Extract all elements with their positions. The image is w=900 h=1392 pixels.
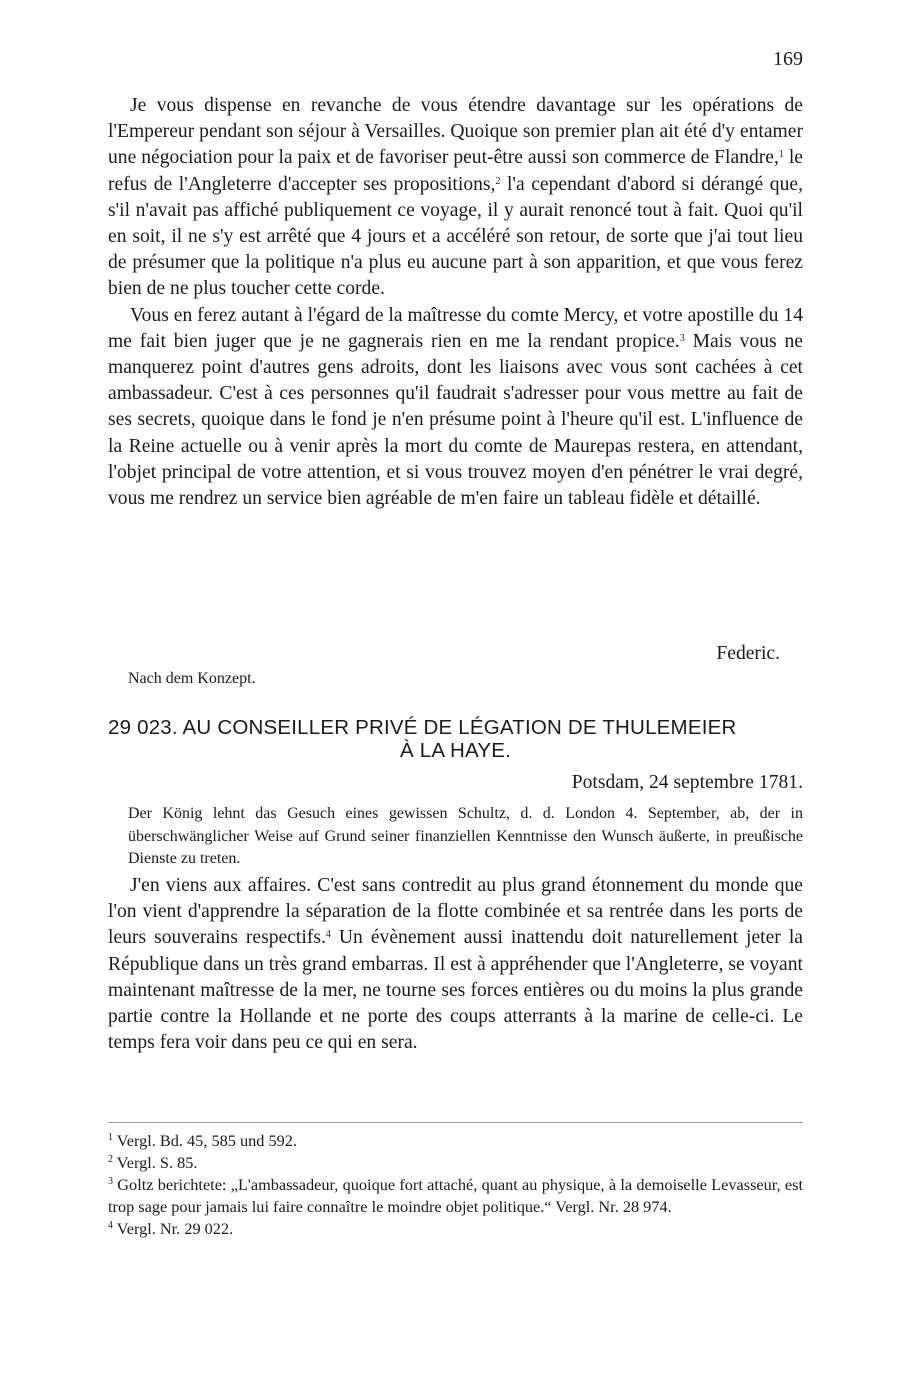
text-run: Je vous dispense en revanche de vous étendre davantage sur les opérations de l'Empereur pendant son séjour à Versailles. Quoique son premier plan ait été d'y entamer une négociation pour la paix et de favoriser peut-être aussi son commerce de Flandre, [108,95,803,169]
text-run: Vous en ferez autant à l'égard de la maîtresse du comte Mercy, et votre apostille du 14 me fait bien juger que je ne gagnerais rien en me la rendant propice. [108,304,803,352]
footnote-text: Vergl. Nr. 29 022. [116,1219,234,1238]
text-run: J'en viens aux affaires. C'est sans contredit au plus grand étonnement du monde que l'on vient d'apprendre la séparation de la flotte combinée et sa rentrée dans les ports de leurs souverains respectifs. [108,875,803,949]
footnote [108,1174,803,1218]
footnote-ref: 1 [778,149,784,161]
footnote-text: Goltz berichtete: „L'ambassadeur, quoique fort attaché, quant au physique, à la demoiselle Levasseur, est trop sage pour jamais lui faire connaître le moindre objet politique.“ Vergl. Nr. 28 974. [108,1175,803,1216]
footnote-text: Vergl. Bd. 45, 585 und 592. [116,1131,297,1150]
text-run: Mais vous ne manquerez point d'autres gens adroits, dont les liaisons avec vous sont cachées à cet ambassadeur. C'est à ces personnes qu'il faudrait s'adresser pour vous mettre au fait de ses secrets, quoique dans le fond je n'en présume point à l'heure qu'il est. L'influence de la Reine actuelle ou à venir après la mort du comte de Maurepas restera, en attendant, l'objet principal de votre attention, et si vous trouvez moyen d'en pénétrer le vrai degré, vous me rendrez un service bien agréable de m'en faire un tableau fidèle et détaillé. [108,330,803,510]
signature: Federic. [716,643,780,664]
footnote-divider [108,1122,803,1123]
footnote [108,1130,803,1152]
footnote-text: Vergl. S. 85. [116,1153,198,1172]
footnote-mark: 4 [108,1220,113,1231]
footnote-ref: 2 [495,175,501,187]
letter-body [108,873,803,1056]
paragraph [108,93,803,303]
letter-heading-line: 29 023. AU CONSEILLER PRIVÉ DE LÉGATION DE THULEMEIER [108,716,737,739]
text-run: l'a cependant d'abord si dérangé que, s'il n'avait pas affiché publiquement ce voyage, il y aurait renoncé tout à fait. Quoi qu'il en soit, il ne s'y est arrêté que 4 jours et a accéléré son retour, de sorte que j'ai tout lieu de présumer que la politique n'a plus eu aucune part à son apparition, et que vous ferez bien de ne plus toucher cette corde. [108,173,803,300]
footnote-mark: 2 [108,1154,113,1165]
footnote-ref: 4 [325,929,331,941]
footnote-ref: 3 [679,332,685,344]
footnote-mark: 3 [108,1176,113,1187]
letter-summary: Der König lehnt das Gesuch eines gewissen Schultz, d. d. London 4. September, ab, der in überschwänglicher Weise auf Grund seiner finanziellen Kenntnisse den Wunsch äußerte, in preußische Dienste zu treten. [128,805,803,867]
paragraph [108,303,803,513]
page-number: 169 [773,48,803,70]
source-note: Nach dem Konzept. [128,670,256,687]
footnote [108,1152,803,1174]
footnotes [108,1130,803,1240]
footnote-mark: 1 [108,1132,113,1143]
text-run: Un évènement aussi inattendu doit naturellement jeter la République dans un très grand embarras. Il est à appréhender que l'Angleterre, se voyant maintenant maîtresse de la mer, ne tourne ses forces entières ou du moins la plus grande partie contre la Hollande et ne porte des coups atterrants à la marine de celle-ci. Le temps fera voir dans peu ce qui en sera. [108,927,803,1054]
text-run: le refus de l'Angleterre d'accepter ses propositions, [108,147,803,195]
dateline: Potsdam, 24 septembre 1781. [571,772,803,793]
letter-heading [108,716,803,762]
letter-heading-place: À LA HAYE. [399,739,511,762]
footnote [108,1218,803,1240]
previous-letter-body [108,93,803,512]
paragraph [108,873,803,1056]
